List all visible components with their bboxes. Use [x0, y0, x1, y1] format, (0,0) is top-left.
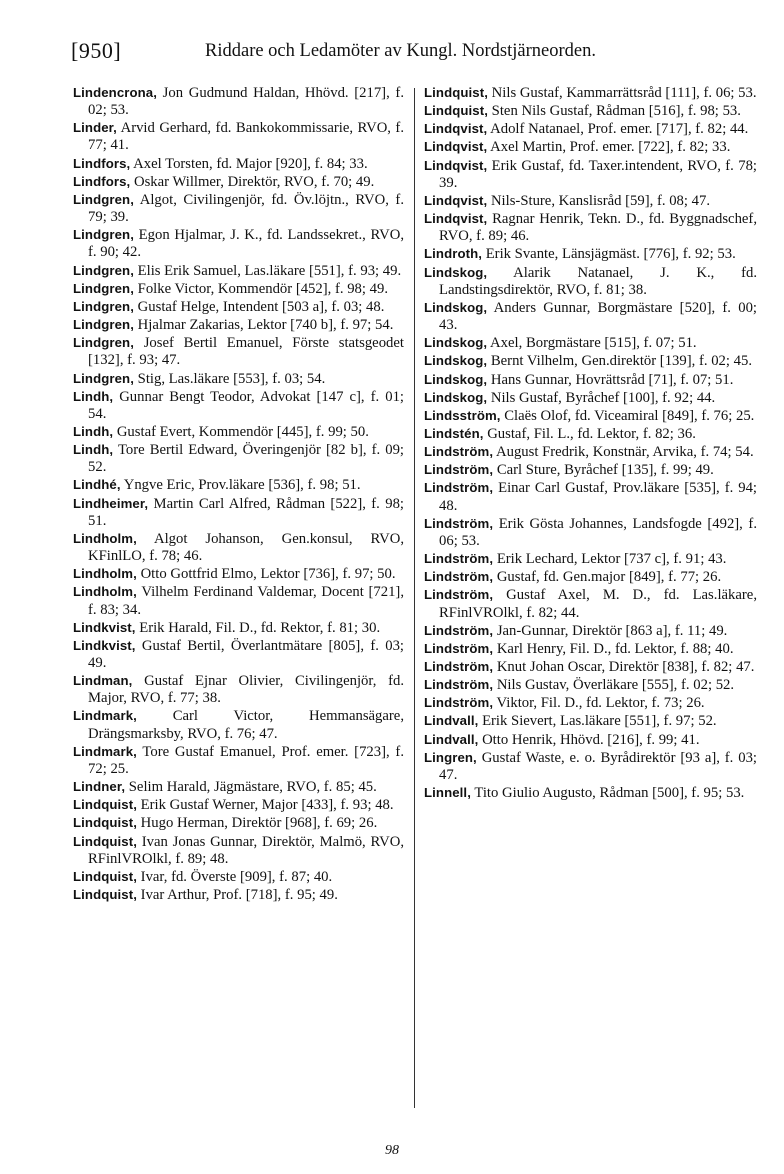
entry-surname: Lindskog, — [424, 299, 488, 315]
entry-details: Folke Victor, Kommendör [452], f. 98; 49. — [133, 280, 389, 297]
register-entry — [73, 495, 404, 530]
register-entry — [424, 425, 757, 443]
register-entry — [73, 743, 404, 778]
entry-surname: Lindström, — [424, 462, 494, 478]
register-entry — [424, 550, 757, 568]
register-entry — [424, 264, 757, 299]
entry-surname: Lindheimer, — [73, 495, 149, 511]
register-entry — [424, 479, 757, 514]
entry-surname: Lindström, — [424, 695, 494, 711]
register-entry — [73, 191, 404, 226]
entry-surname: Lindqvist, — [424, 192, 488, 208]
register-entry — [424, 749, 757, 784]
entry-surname: Lindström, — [424, 444, 494, 460]
right-column — [424, 84, 757, 802]
entry-details: Tito Giulio Augusto, Rådman [500], f. 95; 53. — [470, 785, 745, 802]
entry-surname: Lindström, — [424, 640, 494, 656]
entry-surname: Lindström, — [424, 551, 494, 567]
entry-details: Ivar Arthur, Prof. [718], f. 95; 49. — [137, 887, 338, 904]
register-entry — [73, 476, 404, 494]
register-entry — [73, 155, 404, 173]
entry-details: Hugo Herman, Direktör [968], f. 69; 26. — [137, 815, 378, 832]
entry-surname: Lindgren, — [73, 280, 134, 296]
register-entry — [424, 334, 757, 352]
register-entry — [73, 298, 404, 316]
entry-surname: Lindkvist, — [73, 619, 136, 635]
entry-details: Anders Gunnar, Borgmästare [520], f. 00; 43. — [439, 299, 757, 334]
register-entry — [73, 796, 404, 814]
entry-details: Gunnar Bengt Teodor, Advokat [147 c], f. 01; 54. — [88, 388, 404, 422]
entry-surname: Lindmark, — [73, 743, 137, 759]
entry-details: Tore Bertil Edward, Överingenjör [82 b], f. 09; 52. — [88, 442, 404, 476]
entry-details: Yngve Eric, Prov.läkare [536], f. 98; 51. — [120, 477, 361, 494]
entry-surname: Lindholm, — [73, 584, 137, 600]
register-entry — [73, 388, 404, 423]
entry-surname: Lindgren, — [73, 317, 134, 333]
entry-surname: Lindquist, — [424, 103, 488, 119]
register-entry — [73, 833, 404, 868]
entry-surname: Lindholm, — [73, 530, 137, 546]
entry-surname: Lindsström, — [424, 407, 501, 423]
entry-details: Otto Henrik, Hhövd. [216], f. 99; 41. — [478, 731, 700, 748]
entry-surname: Lindström, — [424, 569, 494, 585]
page-number: [950] — [71, 38, 122, 63]
entry-details: Carl Victor, Hemmansägare, Drängsmarksby, RVO, f. 76; 47. — [88, 708, 404, 742]
entry-details: Algot, Civilingenjör, fd. Öv.löjtn., RVO, f. 79; 39. — [88, 191, 404, 226]
entry-surname: Lindström, — [424, 622, 494, 638]
entry-details: Nils-Sture, Kanslisråd [59], f. 08; 47. — [487, 192, 711, 209]
entry-details: Vilhelm Ferdinand Valdemar, Docent [721], f. 83; 34. — [88, 584, 404, 618]
entry-details: Selim Harald, Jägmästare, RVO, f. 85; 45. — [125, 779, 377, 796]
register-entry — [73, 583, 404, 618]
register-entry — [73, 868, 404, 886]
register-entry — [424, 138, 757, 156]
entry-surname: Lindskog, — [424, 371, 488, 387]
entry-details: Hjalmar Zakarias, Lektor [740 b], f. 97; 54. — [133, 317, 394, 334]
register-entry — [73, 370, 404, 388]
entry-surname: Lindvall, — [424, 713, 479, 729]
register-entry — [73, 778, 404, 796]
entry-surname: Lindh, — [73, 388, 114, 404]
register-entry — [424, 622, 757, 640]
entry-surname: Linder, — [73, 120, 117, 136]
register-entry — [424, 407, 757, 425]
entry-surname: Lindh, — [73, 423, 114, 439]
register-entry — [424, 84, 757, 102]
register-entry — [73, 530, 404, 565]
entry-details: Erik Gösta Johannes, Landsfogde [492], f. 06; 53. — [439, 515, 757, 549]
register-entry — [73, 565, 404, 583]
register-entry — [424, 515, 757, 550]
entry-surname: Linnell, — [424, 785, 471, 801]
entry-details: Karl Henry, Fil. D., fd. Lektor, f. 88; 40. — [493, 640, 734, 657]
register-entry — [73, 334, 404, 369]
entry-surname: Lindner, — [73, 779, 126, 795]
entry-details: Erik Lechard, Lektor [737 c], f. 91; 43. — [493, 551, 727, 568]
entry-surname: Lindström, — [424, 515, 494, 531]
entry-details: Erik Gustaf, fd. Taxer.intendent, RVO, f. 78; 39. — [439, 157, 757, 191]
entry-details: Gustaf Waste, e. o. Byrådirektör [93 a], f. 03; 47. — [439, 749, 757, 783]
entry-surname: Lindkvist, — [73, 637, 136, 653]
entry-details: Erik Harald, Fil. D., fd. Rektor, f. 81; 30. — [135, 619, 381, 636]
entry-surname: Lindmark, — [73, 708, 137, 724]
entry-details: Tore Gustaf Emanuel, Prof. emer. [723], f. 72; 25. — [88, 743, 404, 777]
entry-details: Egon Hjalmar, J. K., fd. Landssekret., RVO, f. 90; 42. — [88, 227, 404, 261]
entry-surname: Lindskog, — [424, 353, 488, 369]
column-divider — [414, 88, 415, 1108]
page-title: Riddare och Ledamöter av Kungl. Nordstjärneorden. — [205, 41, 596, 61]
entry-surname: Lindström, — [424, 659, 494, 674]
entry-details: Jon Gudmund Haldan, Hhövd. [217], f. 02; 53. — [88, 85, 404, 119]
entry-surname: Lindholm, — [73, 566, 137, 582]
register-entry — [73, 173, 404, 191]
entry-details: Alarik Natanael, J. K., fd. Landstingsdirektör, RVO, f. 81; 38. — [439, 264, 757, 298]
entry-details: Axel Martin, Prof. emer. [722], f. 82; 33. — [487, 139, 731, 156]
entry-details: Stig, Las.läkare [553], f. 03; 54. — [133, 370, 326, 387]
register-entry — [73, 441, 404, 476]
entry-surname: Lingren, — [424, 749, 477, 765]
entry-details: Gustaf, fd. Gen.major [849], f. 77; 26. — [493, 569, 722, 586]
entry-details: Adolf Natanael, Prof. emer. [717], f. 82; 44. — [487, 121, 749, 138]
entry-details: Hans Gunnar, Hovrättsråd [71], f. 07; 51. — [487, 371, 734, 388]
entry-details: Sten Nils Gustaf, Rådman [516], f. 98; 53. — [488, 103, 741, 120]
register-entry — [424, 371, 757, 389]
entry-surname: Lindh, — [73, 442, 114, 458]
register-entry — [424, 586, 757, 621]
entry-details: Gustaf Ejnar Olivier, Civilingenjör, fd. Major, RVO, f. 77; 38. — [88, 673, 404, 707]
register-entry — [424, 192, 757, 210]
entry-surname: Lindquist, — [73, 797, 137, 813]
register-entry — [424, 731, 757, 749]
entry-surname: Lindskog, — [424, 264, 488, 280]
entry-surname: Lindstén, — [424, 425, 484, 441]
entry-surname: Lindgren, — [73, 335, 134, 351]
entry-details: Ivan Jonas Gunnar, Direktör, Malmö, RVO, RFinlVROlkl, f. 89; 48. — [88, 833, 404, 867]
entry-details: Claës Olof, fd. Viceamiral [849], f. 76; 25. — [500, 407, 755, 424]
entry-details: Erik Sievert, Las.läkare [551], f. 97; 52. — [478, 713, 717, 730]
register-entry — [73, 672, 404, 707]
register-entry — [424, 640, 757, 658]
register-entry — [73, 226, 404, 261]
register-entry — [73, 814, 404, 832]
entry-details: Gustaf Axel, M. D., fd. Las.läkare, RFinlVROlkl, f. 82; 44. — [439, 587, 757, 621]
register-entry — [73, 119, 404, 154]
entry-surname: Lindqvist, — [424, 157, 488, 173]
entry-details: Elis Erik Samuel, Las.läkare [551], f. 93; 49. — [133, 262, 402, 279]
entry-surname: Lindqvist, — [424, 211, 488, 227]
register-entry — [73, 886, 404, 904]
entry-surname: Lindström, — [424, 587, 494, 603]
register-entry — [73, 707, 404, 742]
entry-details: Bernt Vilhelm, Gen.direktör [139], f. 02; 45. — [487, 353, 752, 370]
entry-details: Nils Gustav, Överläkare [555], f. 02; 52. — [493, 677, 735, 694]
register-entry — [424, 658, 757, 676]
register-entry — [73, 280, 404, 298]
register-entry — [424, 299, 757, 334]
entry-details: Arvid Gerhard, fd. Bankokommissarie, RVO, f. 77; 41. — [88, 120, 404, 154]
register-entry — [424, 568, 757, 586]
register-entry — [424, 443, 757, 461]
entry-surname: Lindgren, — [73, 227, 134, 243]
entry-details: Gustaf Evert, Kommendör [445], f. 99; 50. — [113, 423, 369, 440]
entry-surname: Lindroth, — [424, 246, 483, 262]
register-entry — [424, 120, 757, 138]
register-entry — [424, 712, 757, 730]
register-entry — [73, 262, 404, 280]
entry-details: Nils Gustaf, Kammarrättsråd [111], f. 06; 53. — [488, 85, 757, 101]
entry-details: Gustaf Bertil, Överlantmätare [805], f. 03; 49. — [88, 637, 404, 671]
entry-details: Algot Johanson, Gen.konsul, RVO, KFinlLO, f. 78; 46. — [88, 530, 404, 565]
entry-details: Ragnar Henrik, Tekn. D., fd. Byggnadschef, RVO, f. 89; 46. — [439, 211, 757, 245]
entry-details: Viktor, Fil. D., fd. Lektor, f. 73; 26. — [493, 695, 705, 712]
register-entry — [73, 619, 404, 637]
entry-details: Gustaf, Fil. L., fd. Lektor, f. 82; 36. — [483, 425, 696, 442]
entry-details: August Fredrik, Konstnär, Arvika, f. 74; 54. — [493, 444, 754, 461]
register-entry — [424, 352, 757, 370]
entry-surname: Lindqvist, — [424, 121, 488, 137]
entry-surname: Lindman, — [73, 673, 133, 689]
entry-surname: Lindfors, — [73, 155, 131, 171]
entry-details: Nils Gustaf, Byråchef [100], f. 92; 44. — [487, 389, 716, 406]
entry-surname: Lindskog, — [424, 335, 488, 351]
register-entry — [424, 461, 757, 479]
entry-surname: Lindquist, — [73, 868, 137, 884]
register-entry — [73, 423, 404, 441]
register-entry — [424, 389, 757, 407]
entry-surname: Lindgren, — [73, 191, 134, 207]
entry-details: Erik Svante, Länsjägmäst. [776], f. 92; 53. — [482, 246, 736, 263]
entry-surname: Lindvall, — [424, 731, 479, 747]
entry-details: Oskar Willmer, Direktör, RVO, f. 70; 49. — [130, 173, 375, 190]
folio-number: 98 — [385, 1143, 399, 1158]
entry-details: Otto Gottfrid Elmo, Lektor [736], f. 97; 50. — [136, 566, 396, 583]
entry-details: Einar Carl Gustaf, Prov.läkare [535], f. 94; 48. — [439, 480, 757, 514]
entry-surname: Lindström, — [424, 677, 494, 693]
entry-surname: Lindgren, — [73, 370, 134, 386]
register-entry — [424, 210, 757, 245]
register-entry — [424, 784, 757, 802]
register-entry — [73, 637, 404, 672]
entry-details: Jan-Gunnar, Direktör [863 a], f. 11; 49. — [493, 622, 728, 639]
left-column — [73, 84, 404, 904]
register-entry — [424, 102, 757, 120]
entry-details: Axel Torsten, fd. Major [920], f. 84; 33. — [130, 155, 368, 172]
entry-details: Knut Johan Oscar, Direktör [838], f. 82; 47. — [493, 659, 755, 675]
entry-surname: Lindquist, — [73, 833, 137, 849]
entry-details: Ivar, fd. Överste [909], f. 87; 40. — [137, 868, 333, 885]
entry-surname: Lindquist, — [73, 815, 137, 831]
entry-details: Erik Gustaf Werner, Major [433], f. 93; 48. — [137, 797, 394, 814]
register-entry — [424, 676, 757, 694]
entry-details: Carl Sture, Byråchef [135], f. 99; 49. — [493, 462, 714, 479]
register-entry — [424, 245, 757, 263]
entry-surname: Lindström, — [424, 480, 494, 496]
register-entry — [73, 84, 404, 119]
register-entry — [424, 694, 757, 712]
entry-surname: Lindgren, — [73, 298, 134, 314]
entry-surname: Lindhé, — [73, 477, 121, 493]
entry-details: Josef Bertil Emanuel, Förste statsgeodet [132], f. 93; 47. — [88, 335, 404, 369]
register-entry — [424, 157, 757, 192]
entry-surname: Lindqvist, — [424, 139, 488, 155]
register-entry — [73, 316, 404, 334]
entry-details: Axel, Borgmästare [515], f. 07; 51. — [487, 335, 697, 352]
entry-surname: Lindencrona, — [73, 85, 157, 100]
entry-surname: Lindgren, — [73, 262, 134, 278]
entry-details: Martin Carl Alfred, Rådman [522], f. 98; 51. — [88, 495, 404, 529]
entry-surname: Lindskog, — [424, 389, 488, 405]
entry-surname: Lindfors, — [73, 173, 131, 189]
entry-details: Gustaf Helge, Intendent [503 a], f. 03; 48. — [133, 298, 385, 315]
entry-surname: Lindquist, — [73, 887, 137, 903]
entry-surname: Lindquist, — [424, 85, 488, 100]
